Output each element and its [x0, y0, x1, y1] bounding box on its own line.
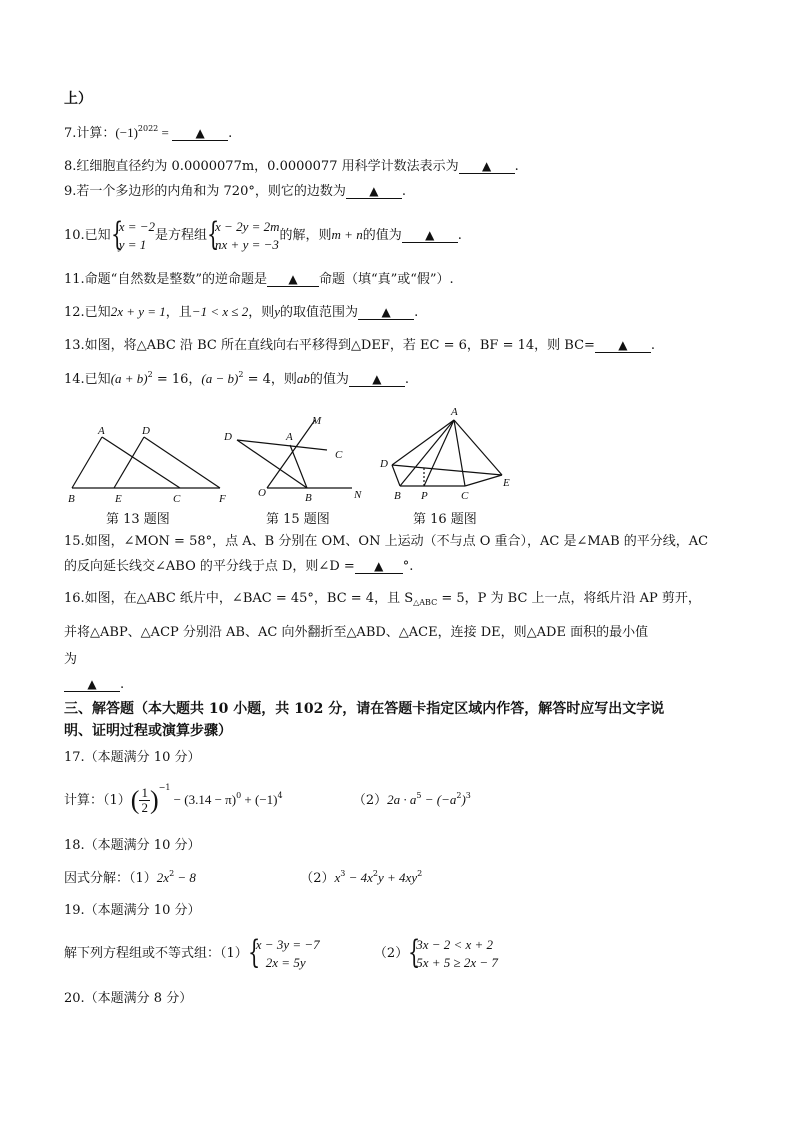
f15-label-M: M: [312, 415, 322, 427]
answer-blank: ▲: [459, 159, 515, 174]
question-18-head: 18.（本题满分 10 分）: [64, 838, 201, 853]
question-17-head: 17.（本题满分 10 分）: [64, 750, 201, 765]
answer-blank: ▲: [267, 272, 319, 287]
question-16-line-1: 16.如图，在△ABC 纸片中，∠BAC = 45°，BC = 4，且 $S_{\triangle ABC} = 5$，P 为 BC 上一点，将纸片沿 AP 剪开，: [64, 591, 701, 607]
caption-figure-13: 第 13 题图: [106, 512, 170, 527]
question-16-line-3: 为: [64, 652, 78, 667]
f13-label-F: F: [219, 493, 226, 505]
answer-blank: ▲: [355, 559, 403, 574]
f16-label-C: C: [461, 490, 469, 502]
f16-label-P: P: [421, 490, 428, 502]
system-2: { x − 2y = 2m nx + y = −3: [207, 214, 280, 253]
question-10: 10.已知 { x = −2 y = 1 是方程组 { x − 2y = 2m nx + y = −3 的解，则m + n的值为 ▲ .: [64, 214, 462, 253]
answer-blank: ▲: [402, 228, 458, 243]
question-20-head: 20.（本题满分 8 分）: [64, 991, 193, 1006]
question-11: 11.命题“自然数是整数”的逆命题是 ▲ 命题（填“真”或“假”）.: [64, 272, 454, 287]
question-16-line-2: 并将△ABP、△ACP 分别沿 AB、AC 向外翻折至△ABD、△ACE，连接 DE，则△ADE 面积的最小值: [64, 625, 649, 640]
f16-label-A: A: [451, 406, 458, 418]
f16-label-D: D: [380, 458, 388, 470]
question-14: 14.已知$(a + b)^2 = 16$，$(a - b)^2 = 4$，则ab的值为 ▲ .: [64, 370, 410, 387]
f15-label-D: D: [224, 431, 232, 443]
system-1: { x = −2 y = 1: [110, 214, 156, 253]
answer-blank: ▲: [349, 372, 405, 387]
f13-label-B: B: [68, 493, 75, 505]
caption-figure-16: 第 16 题图: [413, 512, 477, 527]
f15-label-N: N: [354, 489, 362, 501]
question-18-body: 因式分解：$(1)2x^2 - 8$ $(2)x^3 - 4x^2y + 4xy^2$: [64, 869, 423, 886]
answer-blank: ▲: [595, 338, 651, 353]
question-8: 8.红细胞直径约为 0.0000077m，0.0000077 用科学计数法表示为 ▲ .: [64, 159, 519, 174]
f13-label-D: D: [142, 425, 150, 437]
f13-label-A: A: [98, 425, 105, 437]
answer-blank: ▲: [172, 126, 228, 141]
f15-label-B: B: [305, 492, 312, 504]
question-7: 7.计算：$(-1)^{2022}$ = ▲ .: [64, 124, 233, 141]
figure-13: [72, 437, 220, 488]
question-19-body: 解下列方程组或不等式组：（1） { x − 3y = −7 2x = 5y （2） { 3x − 2 < x + 2 5x + 5 ≥ 2x − 7: [64, 932, 498, 971]
question-12: 12.已知2x + y = 1，且−1 < x ≤ 2，则y的取值范围为 ▲ .: [64, 304, 419, 320]
f15-label-O: O: [258, 487, 266, 499]
question-19-head: 19.（本题满分 10 分）: [64, 903, 201, 918]
section-3-title-line-2: 明、证明过程或演算步骤）: [64, 723, 232, 739]
f13-label-E: E: [115, 493, 122, 505]
figures-13-15-16: [62, 400, 522, 510]
system-19-2: { 3x − 2 < x + 2 5x + 5 ≥ 2x − 7: [408, 932, 498, 971]
f16-label-B: B: [394, 490, 401, 502]
answer-blank: ▲: [346, 184, 402, 199]
question-17-body: 计算：（1）( $\frac{1}{2}$ )$^{-1} - (3.14 - \pi)^0 + (-1)^4$ $(2)2a \cdot a^5 - (-a^2)^3$: [64, 783, 471, 815]
answer-blank: ▲: [358, 305, 414, 320]
question-15-line-1: 15.如图，∠MON = 58°，点 A、B 分别在 OM、ON 上运动（不与点 O 重合），AC 是∠MAB 的平分线，AC: [64, 534, 709, 549]
fraction-half: $\frac{1}{2}$: [141, 785, 148, 815]
f15-label-A: A: [286, 431, 293, 443]
f16-label-E: E: [503, 477, 510, 489]
question-13: 13.如图，将△ABC 沿 BC 所在直线向右平移得到△DEF，若 EC = 6，BF = 14，则 BC= ▲ .: [64, 338, 656, 353]
answer-blank: ▲: [64, 677, 120, 692]
system-19-1: { x − 3y = −7 2x = 5y: [247, 932, 320, 971]
section-3-title-line-1: 三、解答题（本大题共 10 小题，共 102 分，请在答题卡指定区域内作答，解答时应写出文字说: [64, 701, 665, 717]
caption-figure-15: 第 15 题图: [266, 512, 330, 527]
figure-16: [392, 420, 502, 486]
q7-expr: (−1): [115, 125, 138, 140]
question-9: 9.若一个多边形的内角和为 720°，则它的边数为 ▲ .: [64, 184, 406, 199]
section-header: 上）: [64, 91, 92, 107]
f15-label-C: C: [335, 449, 343, 461]
question-16-answer: ▲ .: [64, 676, 124, 694]
question-15-line-2: 的反向延长线交∠ABO 的平分线于点 D，则∠D = ▲ °.: [64, 559, 414, 574]
f13-label-C: C: [173, 493, 181, 505]
